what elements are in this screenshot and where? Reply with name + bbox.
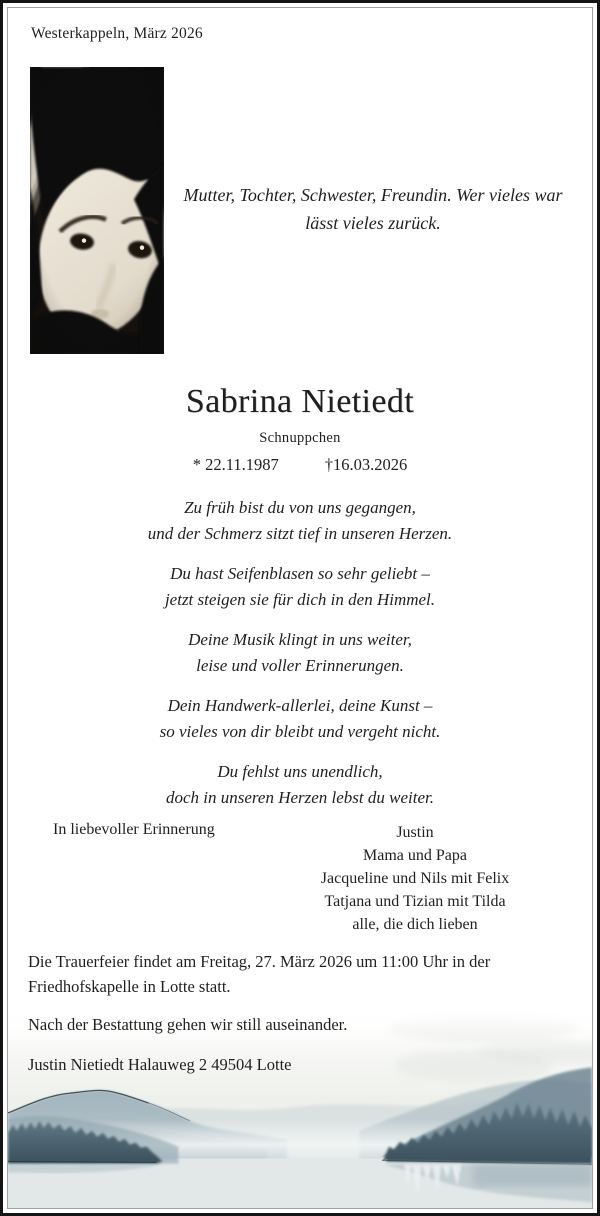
- mourners-list: [235, 821, 595, 936]
- verse-line: Deine Musik klingt in uns weiter,: [188, 630, 412, 649]
- verse-line: leise und voller Erinnerungen.: [196, 656, 404, 675]
- poem-verse: [3, 759, 597, 811]
- deceased-name: Sabrina Nietiedt: [185, 383, 415, 420]
- verse-line: so vieles von dir bleibt und vergeht nicht.: [159, 722, 441, 741]
- portrait-photo: [30, 67, 164, 354]
- deceased-nickname: Schnuppchen: [259, 430, 341, 446]
- birth-date: * 22.11.1987: [192, 455, 279, 474]
- death-date: †16.03.2026: [324, 455, 408, 474]
- verse-line: doch in unseren Herzen lebst du weiter.: [165, 788, 435, 807]
- verse-line: Dein Handwerk-allerlei, deine Kunst –: [167, 696, 433, 715]
- watercolor-lake-illustration: [8, 1008, 592, 1208]
- closing-phrase: In liebevoller Erinnerung: [53, 821, 215, 838]
- life-dates: [3, 455, 597, 475]
- place-and-date: Westerkappeln, März 2026: [31, 25, 203, 42]
- landscape-artwork: [8, 1008, 592, 1208]
- memorial-poem: [3, 495, 597, 825]
- verse-line: Du hast Seifenblasen so sehr geliebt –: [170, 564, 430, 583]
- poem-verse: [3, 495, 597, 547]
- epigraph-line-1: Mutter, Tochter, Schwester, Freundin. Wer vieles war: [183, 185, 563, 205]
- epigraph-line-2: lässt vieles zurück.: [305, 213, 441, 233]
- poem-verse: [3, 561, 597, 613]
- mourner-line: Justin: [396, 824, 434, 841]
- epigraph-quote: [163, 181, 583, 237]
- mourner-line: Mama und Papa: [363, 847, 467, 864]
- verse-line: jetzt steigen sie für dich in den Himmel.: [164, 590, 436, 609]
- contact-address: Justin Nietiedt Halauweg 2 49504 Lotte: [28, 1055, 292, 1074]
- after-burial-note: Nach der Bestattung gehen wir still auseinander.: [28, 1015, 348, 1034]
- portrait-illustration: [30, 67, 164, 354]
- funeral-info: Die Trauerfeier findet am Freitag, 27. März 2026 um 11:00 Uhr in der Friedhofskapelle in Lotte statt.: [28, 952, 491, 996]
- verse-line: und der Schmerz sitzt tief in unseren Herzen.: [147, 524, 453, 543]
- poem-verse: [3, 627, 597, 679]
- poem-verse: [3, 693, 597, 745]
- mourner-line: Jacqueline und Nils mit Felix: [320, 870, 510, 887]
- verse-line: Zu früh bist du von uns gegangen,: [184, 498, 416, 517]
- mourner-line: Tatjana und Tizian mit Tilda: [324, 893, 506, 910]
- verse-line: Du fehlst uns unendlich,: [217, 762, 383, 781]
- mourner-line: alle, die dich lieben: [352, 916, 478, 933]
